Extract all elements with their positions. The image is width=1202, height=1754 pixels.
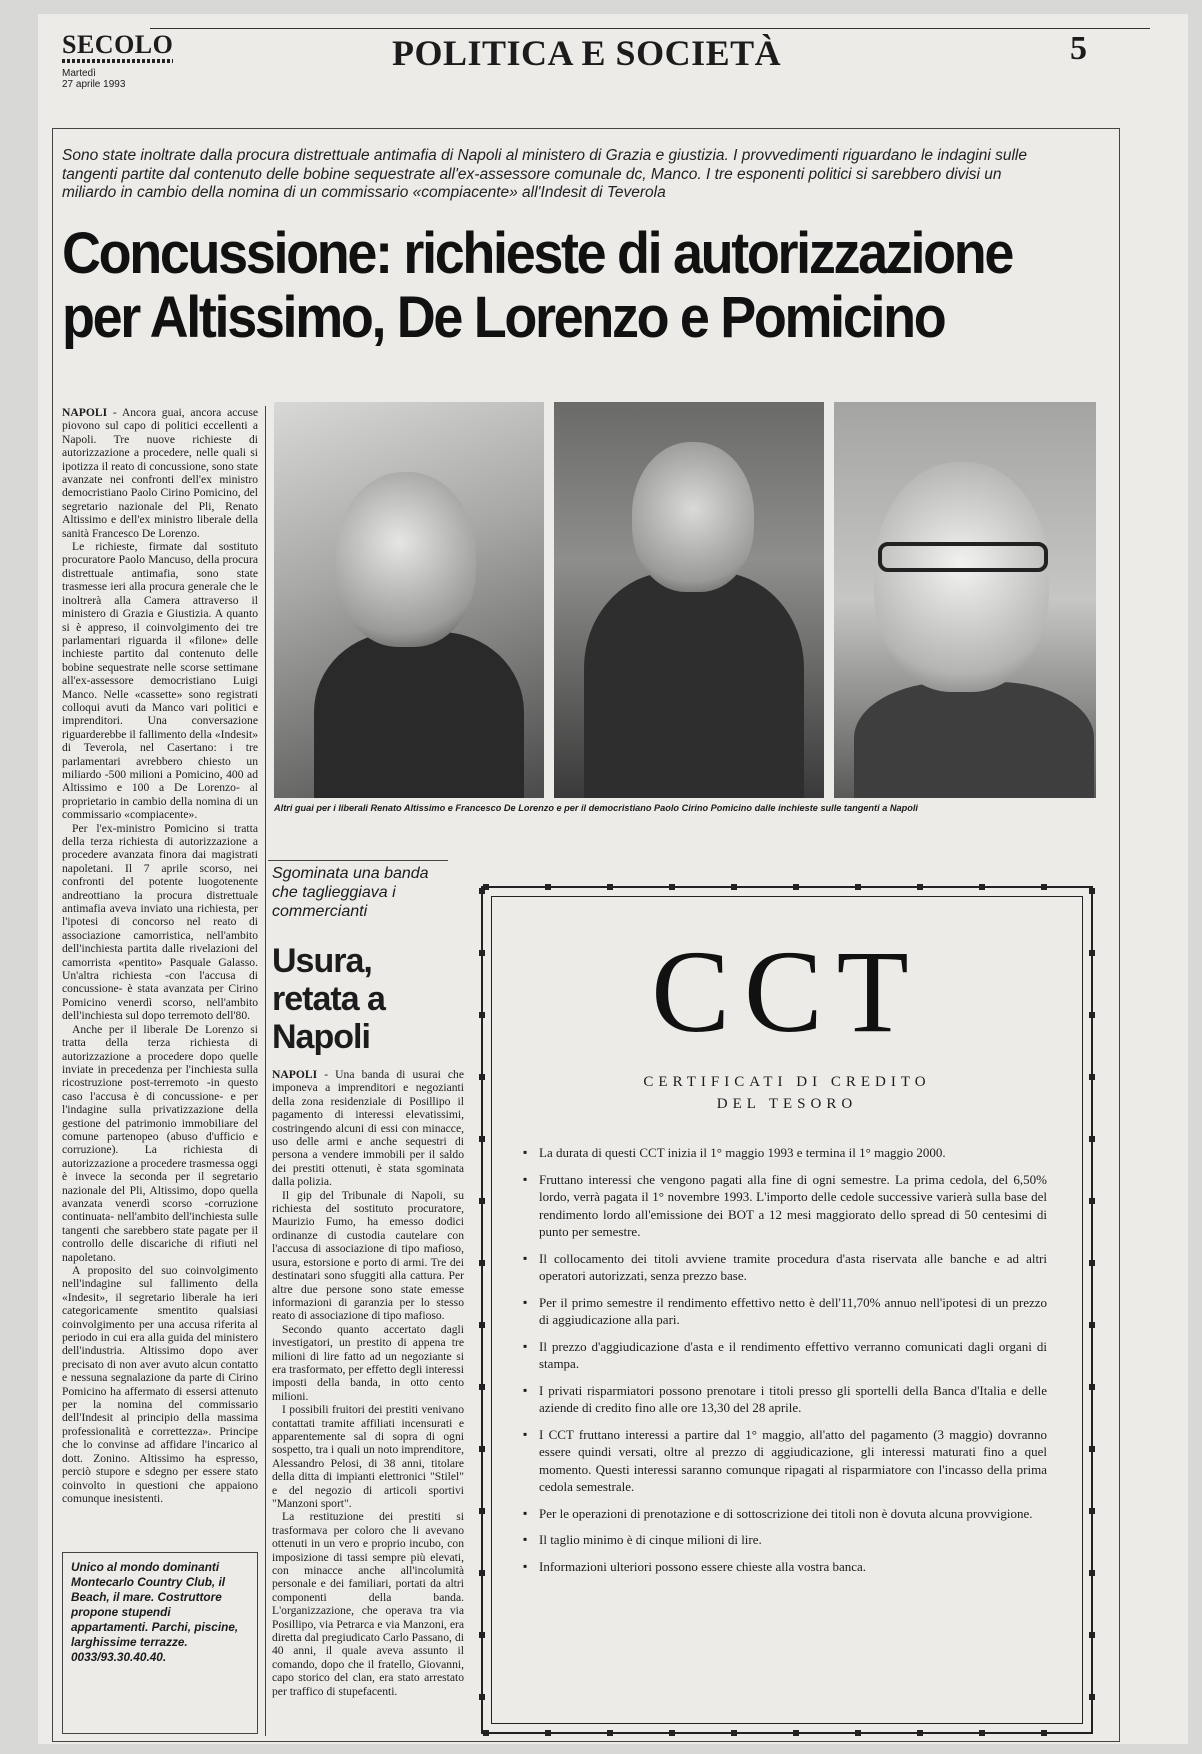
cct-subtitle: CERTIFICATI DI CREDITO (643, 1074, 931, 1090)
article-paragraph: Per l'ex-ministro Pomicino si tratta della terza richiesta di autorizzazione a procedere avanzata finora dai magistrati napoletani. Il 7 aprile scorso, nei confronti del potente luogotenente andreottiano la procura distrettuale antimafia aveva inviato una richiesta, per l'ipotesi di concorso nel reato di associazione camorristica, nell'ambito dell'inchiesta partita dalle rivelazioni del camorrista «pentito» Pasquale Galasso. Un'altra richiesta -con l'accusa di concussione- è stata avanzata per Cirino Pomicino venerdì scorso, nell'ambito dell'inchiesta sul dopo terremoto dell'80. (62, 821, 258, 1023)
list-item: ▪ Il taglio minimo è di cinque milioni di lire. (519, 1531, 1047, 1549)
issue-full-date: 27 aprile 1993 (62, 79, 126, 90)
article-paragraph: A proposito del suo coinvolgimento nell'indagine sul fallimento della «Indesit», il segretario liberale ha ieri categoricamente smentito qualsiasi coinvolgimento per una accusa riferita al periodo in cui era alla guida del ministero dell'industria. Altissimo dopo aver precisato di non aver avuto alcun contatto e nessuna segnalazione da parte di Cirino Pomicino ha affermato di essersi attenuto per la nomina del commissario dell'Indesit al principio della massima professionalità e correttezza». Principe che lo convinse ad affidare l'incarico al dott. Zonino. Altissimo ha espresso, perciò stupore e sdegno per essere stato coinvolto in questioni che appaiono comunque inesistenti. (62, 1264, 258, 1505)
list-item: ▪ Informazioni ulteriori possono essere chieste alla vostra banca. (519, 1558, 1047, 1576)
article-paragraph: NAPOLI - Ancora guai, ancora accuse piovono sul capo di politici eccellenti a Napoli. Tre nuove richieste di autorizzazione a procedere, nelle quali si ipotizza il reato di concussione, sono state avanzate nei confronti dell'ex ministro democristiano Paolo Cirino Pomicino, del segretario nazionale del Pli, Renato Altissimo e dell'ex ministro liberale della sanità Francesco De Lorenzo. (62, 406, 258, 540)
list-item: ▪ I privati risparmiatori possono prenotare i titoli presso gli sportelli della Banca d'Italia e delle aziende di credito fino alle ore 13,30 del 28 aprile. (519, 1382, 1047, 1417)
article-dateline: NAPOLI (62, 406, 108, 419)
usura-headline: Usura, retata a Napoli (272, 942, 385, 1056)
article-summary: Sono state inoltrate dalla procura distrettuale antimafia di Napoli al ministero di Grazia e giustizia. I provvedimenti riguardano le indagini sulle tangenti partite dal contenuto delle bobine sequestrate all'ex-assessore comunale dc, Manco. I tre esponenti politici si sarebbero divisi un miliardo in cambio della nomina di un commissario «compiacente» all'Indesit di Teverola (62, 147, 1027, 201)
list-item: ▪ Il collocamento dei titoli avviene tramite procedura d'asta riservata alle banche e ad altri operatori autorizzati, senza prezzo base. (519, 1250, 1047, 1285)
issue-date (62, 68, 125, 90)
page-number: 5 (1070, 30, 1087, 67)
cct-logo: CCT (651, 926, 923, 1057)
list-item: ▪ Il prezzo d'aggiudicazione d'asta e il rendimento effettivo verranno comunicati dagli organi di stampa. (519, 1338, 1047, 1373)
section-title: POLITICA E SOCIETÀ (392, 33, 782, 73)
cct-terms-list (519, 1144, 1047, 1584)
usura-dateline: NAPOLI (272, 1068, 318, 1081)
article-headline: Concussione: richieste di autorizzazione per Altissimo, De Lorenzo e Pomicino (62, 221, 1013, 350)
list-item: ▪ La durata di questi CCT inizia il 1° maggio 1993 e termina il 1° maggio 2000. (519, 1144, 1047, 1162)
masthead-rule (150, 28, 1150, 29)
usura-paragraph: Secondo quanto accertato dagli investigatori, un prestito di appena tre milioni di lire fatto ad un negoziante si era trasformato, per effetto degli interessi imposti della banda, in otto cento milioni. (272, 1322, 464, 1403)
article-body (62, 406, 258, 1546)
list-item: ▪ Per il primo semestre il rendimento effettivo netto è dell'11,70% annuo nell'ipotesi di un prezzo di aggiudicazione alla pari. (519, 1294, 1047, 1329)
usura-body (272, 1068, 464, 1734)
usura-kicker: Sgominata una banda che taglieggiava i commercianti (272, 865, 429, 920)
section-divider (268, 860, 448, 861)
usura-paragraph: NAPOLI - Una banda di usurai che imponeva a imprenditori e negozianti della zona residenziale di Posillipo il pagamento di interessi elevatissimi, costringendo alcuni di essi con minacce, uso delle armi e anche sequestri di persona a vendere immobili per il saldo dei prestiti ottenuti, è stata sgominata dalla polizia. (272, 1068, 464, 1189)
list-item: ▪ Per le operazioni di prenotazione e di sottoscrizione dei titoli non è dovuta alcuna provvigione. (519, 1505, 1047, 1523)
column-divider (265, 406, 266, 1736)
photo-caption: Altri guai per i liberali Renato Altissimo e Francesco De Lorenzo e per il democristiano Paolo Cirino Pomicino dalle inchieste sulle tangenti a Napoli (274, 803, 918, 813)
list-item: ▪ I CCT fruttano interessi a partire dal 1° maggio, all'atto del pagamento (3 maggio) dovranno essere quindi versati, oltre al prezzo di aggiudicazione, gli interessi maturati fino a quel momento. Questi interessi saranno comunque ripagati al risparmiatore con l'incasso della prima cedola semestrale. (519, 1426, 1047, 1496)
issue-day: Martedì (62, 68, 96, 79)
photo-altissimo (274, 402, 544, 798)
article-paragraph: Anche per il liberale De Lorenzo si tratta della terza richiesta di autorizzazione a procedere dopo quelle inviate in precedenza per l'inchiesta sulla ricostruzione post-terremoto -in questo caso l'accusa è di concussione- e per l'indagine sulla privatizzazione della gestione del patrimonio immobiliare del comune partenopeo (abuso d'ufficio e corruzione). La richiesta di autorizzazione a procedere trasmessa oggi è invece la seconda per il segretario nazionale del Pli, Altissimo, dopo quella avanzata venerdì scorso -corruzione continuata- nell'ambito dell'inchiesta sulle tangenti che sarebbero state pagate per il controllo delle discariche di rifiuti nel napoletano. (62, 1022, 258, 1264)
usura-paragraph: I possibili fruitori dei prestiti venivano contattati tramite affiliati incensurati e apparentemente sal di sopra di ogni sospetto, tra i quali un noto imprenditore, Alessandro Pelosi, di 38 anni, titolare della ditta di impianti elettronici "Stilel" e del negozio di articoli sportivi "Manzoni sport". (272, 1403, 464, 1510)
usura-paragraph: La restituzione dei prestiti si trasformava per coloro che li avevano ottenuti in un vero e proprio incubo, con imposizione di tassi sempre più elevati, con minacce anche all'incolumità personale e dei familiari, portati da altri componenti della banda. L'organizzazione, che operava tra via Posillipo, via Petrarca e via Manzoni, era diretta dal pregiudicato Carlo Passano, di 40 anni, il quale aveva assunto il comando, dopo che il fratello, Giovanni, capo storico del clan, era stato arrestato per traffico di stupefacenti. (272, 1510, 464, 1698)
cct-advertisement (481, 886, 1093, 1734)
photo-de-lorenzo (834, 402, 1096, 798)
newspaper-logo: SECOLO (62, 30, 174, 59)
photo-pomicino (554, 402, 824, 798)
list-item: ▪ Fruttano interessi che vengono pagati alla fine di ogni semestre. La prima cedola, del 6,50% lordo, verrà pagata il 1° novembre 1993. L'importo delle cedole successive varierà sulla base del rendimento lordo all'emissione dei BOT a 12 mesi maggiorato dello spread di 50 centesimi di punto per semestre. (519, 1171, 1047, 1241)
cct-subtitle-2: DEL TESORO (716, 1096, 858, 1112)
article-paragraph: Le richieste, firmate dal sostituto procuratore Paolo Mancuso, della procura distrettuale antimafia, sono state trasmesse ieri alla procura generale che le inoltrerà alla Camera attraverso il ministero di Grazia e Giustizia. A quanto si è appreso, il coinvolgimento dei tre parlamentari riguarda il «filone» delle inchieste partito dal contenuto delle bobine sequestrate nelle scorse settimane all'ex-assessore democristiano Luigi Manco. Nelle «cassette» sono registrati colloqui avuti da Manco vari politici e imprenditori. Una conversazione riguarderebbe il fallimento della «Indesit» di Teverola, nel Casertano: i tre parlamentari avrebbero chiesto un miliardo -500 milioni a Pomicino, 400 ad Altissimo e 100 a De Lorenzo- al proprietario in cambio della nomina di un commissario «compiacente». (62, 540, 258, 822)
usura-paragraph: Il gip del Tribunale di Napoli, su richiesta del sostituto procuratore, Maurizio Fumo, ha emesso dodici ordinanze di custodia cautelare con l'accusa di associazione di tipo mafioso, usura, estorsione e porto di armi. Tre dei destinatari sono sfuggiti alla cattura. Per altre due persone sono state emesse informazioni di garanzia per lo stesso reato di associazione di tipo mafioso. (272, 1188, 464, 1323)
real-estate-ad: Unico al mondo dominanti Montecarlo Country Club, il Beach, il mare. Costruttore propone stupendi appartamenti. Parchi, piscine, larghissime terrazze. 0033/93.30.40.40. (62, 1552, 258, 1734)
